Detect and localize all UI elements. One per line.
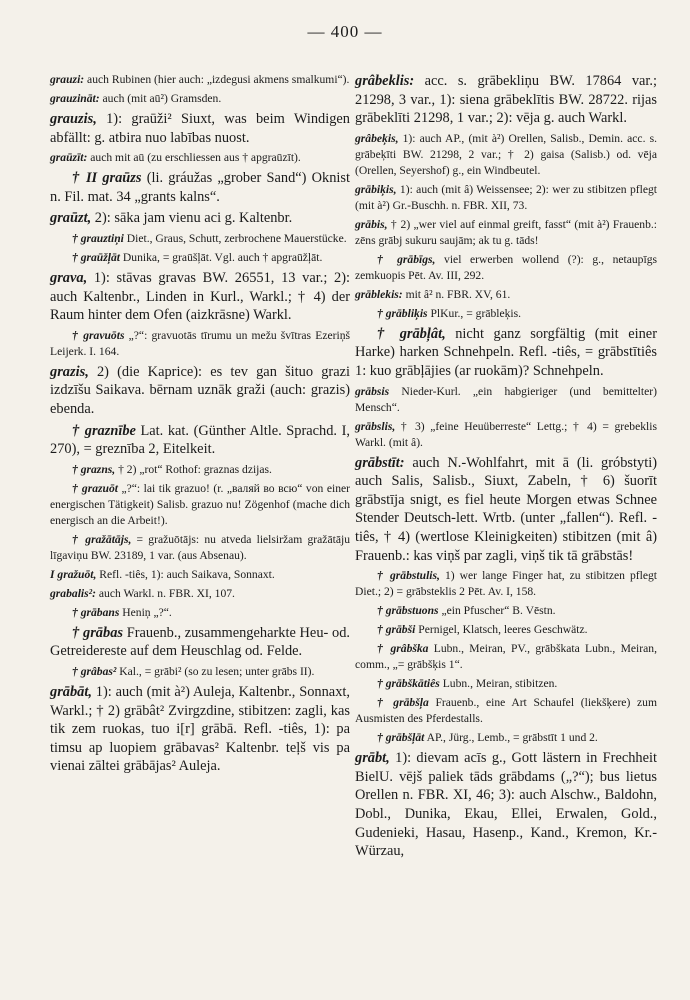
dictionary-entry xyxy=(50,209,350,228)
entry-definition: 2): sāka jam vienu aci g. Kaltenbr. xyxy=(91,210,293,227)
entry-headword: † gravuōts xyxy=(72,328,125,342)
dictionary-entry xyxy=(50,624,350,661)
entry-headword: † grābšļāt xyxy=(377,731,425,745)
dictionary-entry xyxy=(50,683,350,776)
entry-definition: auch Rubinen (hier auch: „izdegusi akmens smalkumi“). xyxy=(84,73,350,86)
dictionary-entry xyxy=(50,72,350,88)
dictionary-entry xyxy=(50,586,350,602)
dictionary-entry xyxy=(50,481,350,529)
entry-definition: Diet., Graus, Schutt, zerbrochene Mauerstücke. xyxy=(123,231,347,245)
entry-definition: 1): auch (mit à²) Auleja, Kaltenbr., Sonnaxt, Warkl.; † 2) grābât² Zvirgzdine, stibitzen: zagli, kas tik zem ruokas, tuo i[r] grābā. Refl. -tiês, 1): pa timsu ap luopiem grābavas² Kaltenbr. teļš vis pa vienai zāltei grābājas² Auleja. xyxy=(50,683,350,775)
entry-headword: † grâbas² xyxy=(72,664,117,678)
entry-definition: „ein Pfuscher“ B. Vēstn. xyxy=(438,604,556,618)
entry-definition: Heniņ „?“. xyxy=(119,605,172,619)
entry-definition: = gražuōtājs: nu atveda lielsiržam gražātāju līgaviņu BW. 23189, 1 var. (aus Absenau). xyxy=(50,532,350,562)
entry-headword: † grābškātiês xyxy=(377,677,440,691)
entry-definition: 1) wer lange Finger hat, zu stibitzen pflegt Diet.; 2) = grābsteklis 2 Pēt. Av. I, 158. xyxy=(355,569,657,599)
entry-headword: grâbeklis: xyxy=(355,73,415,89)
dictionary-entry xyxy=(355,603,657,619)
dictionary-entry xyxy=(50,250,350,266)
dictionary-entry xyxy=(355,306,657,322)
dictionary-entry xyxy=(355,217,657,249)
entry-headword: grauzināt: xyxy=(50,92,100,105)
entry-definition: nicht ganz sorgfältig (mit einer Harke) harken Schnehpeln. Refl. -tiês, = grābstītiês 1: kuo grābļājies (ar ruokām)? Schnehpeln. xyxy=(355,325,657,379)
entry-headword: † grābīgs, xyxy=(377,252,436,266)
entry-definition: Refl. -tiês, 1): auch Saikava, Sonnaxt. xyxy=(96,567,275,581)
dictionary-entry xyxy=(355,384,657,416)
dictionary-entry xyxy=(355,749,657,861)
entry-headword: I gražuōt, xyxy=(50,567,97,581)
entry-definition: auch mit aū (zu erschliessen aus † apgraūzīt). xyxy=(87,151,301,165)
dictionary-entry xyxy=(50,422,350,459)
dictionary-entry xyxy=(355,419,657,451)
entry-headword: grabalis²: xyxy=(50,586,96,600)
entry-headword: grābt, xyxy=(355,750,390,767)
entry-definition: † 3) „feine Heuüberreste“ Lettg.; † 4) = grebeklis Warkl. (mit â). xyxy=(355,419,657,449)
entry-headword: † II graūzs xyxy=(72,170,142,187)
entry-headword: grazis, xyxy=(50,363,89,380)
dictionary-entry xyxy=(50,231,350,247)
entry-headword: grābiķis, xyxy=(355,182,397,196)
dictionary-entry xyxy=(355,676,657,692)
entry-headword: † grābstulis, xyxy=(377,569,440,583)
entry-headword: grābsis xyxy=(355,384,390,398)
dictionary-entry xyxy=(355,454,657,566)
entry-definition: acc. s. grābekliņu BW. 17864 var.; 21298, 3 var., 1): siena grābeklītis BW. 28722. rijas grābeklīti 21298, 1 var.; 2): vēja g. auch Warkl. xyxy=(355,73,657,127)
entry-definition: Frauenb., zusammengeharkte Heu- od. Getreidereste auf dem Heuschlag od. Felde. xyxy=(50,624,351,660)
entry-headword: graūzīt: xyxy=(50,151,88,165)
entry-headword: † grābšļa xyxy=(377,696,429,710)
dictionary-entry xyxy=(50,91,350,107)
entry-headword: † grābši xyxy=(377,623,416,637)
entry-headword: † grābļât, xyxy=(377,325,446,342)
entry-definition: 1): dievam acīs g., Gott lästern in Frechheit BielU. vējš paliek tāds grābdams („?“); bus lietus Orellen n. FBR. XI, 46; 3): auch Alschw., Baldohn, Dobl., Dunika, Ekau, Ellei, Erwalen, Gold., Gudenieki, Hasau, Hasenp., Kand., Kremon, Kr.-Würzau, xyxy=(355,750,657,860)
entry-definition: 1): graūži² Siuxt, was beim Windigen abfällt: g. atbira nuo labības nuost. xyxy=(50,111,350,146)
entry-definition: † 2) „rot“ Rothof: graznas dzijas. xyxy=(115,462,272,476)
dictionary-entry xyxy=(355,72,657,128)
dictionary-entry xyxy=(50,110,350,147)
entry-definition: Pernigel, Klatsch, leeres Geschwätz. xyxy=(415,623,588,637)
dictionary-entry xyxy=(50,269,350,325)
dictionary-entry xyxy=(50,462,350,478)
entry-definition: (li. gráužas „grober Sand“) Oknist n. Fil. mat. 34 „grants kalns“. xyxy=(50,170,350,205)
entry-definition: 1): auch (mit â) Weissensee; 2): wer zu stibitzen pflegt (mit à²) Gr.-Buschh. n. FBR. XII, 73. xyxy=(355,182,657,212)
entry-definition: „?“: lai tik grazuo! (r. „валяй во всю“ von einer energischen Tätigkeit) Salisb. grazuo nu! Zögenhof (mache dich energisch an die Arbeit!). xyxy=(50,481,350,527)
entry-definition: Frauenb., eine Art Schaufel (liekšķere) zum Ausmisten des Pferdestalls. xyxy=(355,696,657,726)
entry-definition: 2) (die Kaprice): es tev gan šituo grazi izdzīšu Saikava. bērnam uznāk graži (auch: grazis) ebenda. xyxy=(50,363,350,417)
entry-headword: graūzt, xyxy=(50,210,92,227)
page-number: — 400 — xyxy=(307,22,383,41)
entry-definition: Kal., = grābi² (so zu lesen; unter grābs II). xyxy=(116,664,315,678)
entry-headword: † grazuōt xyxy=(72,481,118,495)
entry-definition: Lubn., Meiran, stibitzen. xyxy=(439,677,558,691)
entry-definition: AP., Jürg., Lemb., = grābstīt 1 und 2. xyxy=(424,731,598,745)
dictionary-entry xyxy=(50,328,350,360)
entry-definition: auch (mit aū²) Gramsden. xyxy=(99,92,222,105)
entry-headword: † grābliķis xyxy=(377,306,428,320)
entry-headword: † grâbška xyxy=(377,642,429,656)
dictionary-entry xyxy=(355,287,657,303)
dictionary-entry xyxy=(50,664,350,680)
entry-headword: grābstīt: xyxy=(355,454,405,471)
entry-definition: „?“: gravuotās tīrumu un mežu švītras Ezeriņš Leijerk. I. 164. xyxy=(50,328,350,358)
left-column xyxy=(50,72,350,779)
entry-definition: auch Warkl. n. FBR. XI, 107. xyxy=(96,586,235,600)
entry-headword: grâbeķis, xyxy=(355,131,399,145)
entry-definition: viel erwerben wollend (?): g., netaupīgs zemkuopis Pēt. Av. III, 292. xyxy=(355,252,658,282)
dictionary-entry xyxy=(355,695,657,727)
dictionary-entry xyxy=(355,131,657,179)
dictionary-entry xyxy=(355,182,657,214)
dictionary-entry xyxy=(50,605,350,621)
entry-headword: grauzi: xyxy=(50,73,85,86)
entry-headword: grava, xyxy=(50,269,88,286)
dictionary-entry xyxy=(50,169,350,206)
entry-definition: Lat. kat. (Günther Altle. Sprachd. I, 270), = greznība 2, Eitelkeit. xyxy=(50,422,350,458)
right-column xyxy=(355,72,657,864)
entry-definition: Nieder-Kurl. „ein habgieriger (und bemittelter) Mensch“. xyxy=(355,384,657,414)
dictionary-entry xyxy=(50,532,350,564)
entry-headword: grābslis, xyxy=(355,419,396,433)
entry-definition: 1): stāvas gravas BW. 26551, 13 var.; 2): auch Kaltenbr., Linden in Kurl., Warkl.; † 4) der Raum hinter dem Ofen (aizkrāsne) Warkl. xyxy=(50,269,350,324)
dictionary-entry xyxy=(50,150,350,166)
dictionary-entry xyxy=(355,568,657,600)
dictionary-entry xyxy=(355,622,657,638)
entry-headword: † grazns, xyxy=(72,462,116,476)
entry-definition: Dunika, = graūšļāt. Vgl. auch † apgraūžļāt. xyxy=(120,250,323,264)
entry-headword: † grābstuons xyxy=(377,604,439,618)
entry-headword: grābāt, xyxy=(50,683,92,700)
entry-headword: † graznībe xyxy=(72,422,136,439)
entry-definition: PlKur., = grābleķis. xyxy=(427,306,522,320)
entry-headword: † gražātājs, xyxy=(72,532,132,546)
entry-definition: Lubn., Meiran, PV., grābškata Lubn., Meiran, comm., „= grābšķis 1“. xyxy=(355,642,657,672)
dictionary-entry xyxy=(355,730,657,746)
entry-headword: † grauztiņi xyxy=(72,231,124,245)
entry-definition: mit â² n. FBR. XV, 61. xyxy=(402,287,511,301)
dictionary-entry xyxy=(50,567,350,583)
entry-definition: auch N.-Wohlfahrt, mit ā (li. gróbstyti) auch Salis, Salisb., Siuxt, Zabeln, † 6) šuorīt grābstīja snigt, es fiel heute Morgen etwas Schnee Stender Deutsch-lett. Wrtb. (unter „fallen“). Refl. -tiês, † 4) (wertlose Kleinigkeiten) stibitzen (mit â) Frauenb.: kas viņš par zagli, viņš tik tā grābstās! xyxy=(355,454,657,564)
entry-definition: 1): auch AP., (mit à²) Orellen, Salisb., Demin. acc. s. grābeķīti BW. 21298, 2 var.; † 2) gaisa (Salisb.) od. vēja (Orellen, Seyershof) g., ein Windbeutel. xyxy=(355,131,657,177)
entry-headword: † graūžļāt xyxy=(72,250,120,264)
entry-headword: grābis, xyxy=(355,217,388,231)
entry-headword: grāblekis: xyxy=(355,287,403,301)
dictionary-entry xyxy=(50,363,350,419)
dictionary-entry xyxy=(355,252,657,284)
entry-headword: grauzis, xyxy=(50,111,97,127)
entry-headword: † grābans xyxy=(72,605,120,619)
entry-headword: † grābas xyxy=(72,624,123,641)
entry-definition: † 2) „wer viel auf einmal greift, fasst“ (mit à²) Frauenb.: zēns grābj sukuru saujām; ak tu g. tāds! xyxy=(355,217,657,247)
dictionary-entry xyxy=(355,641,657,673)
dictionary-entry xyxy=(355,325,657,381)
